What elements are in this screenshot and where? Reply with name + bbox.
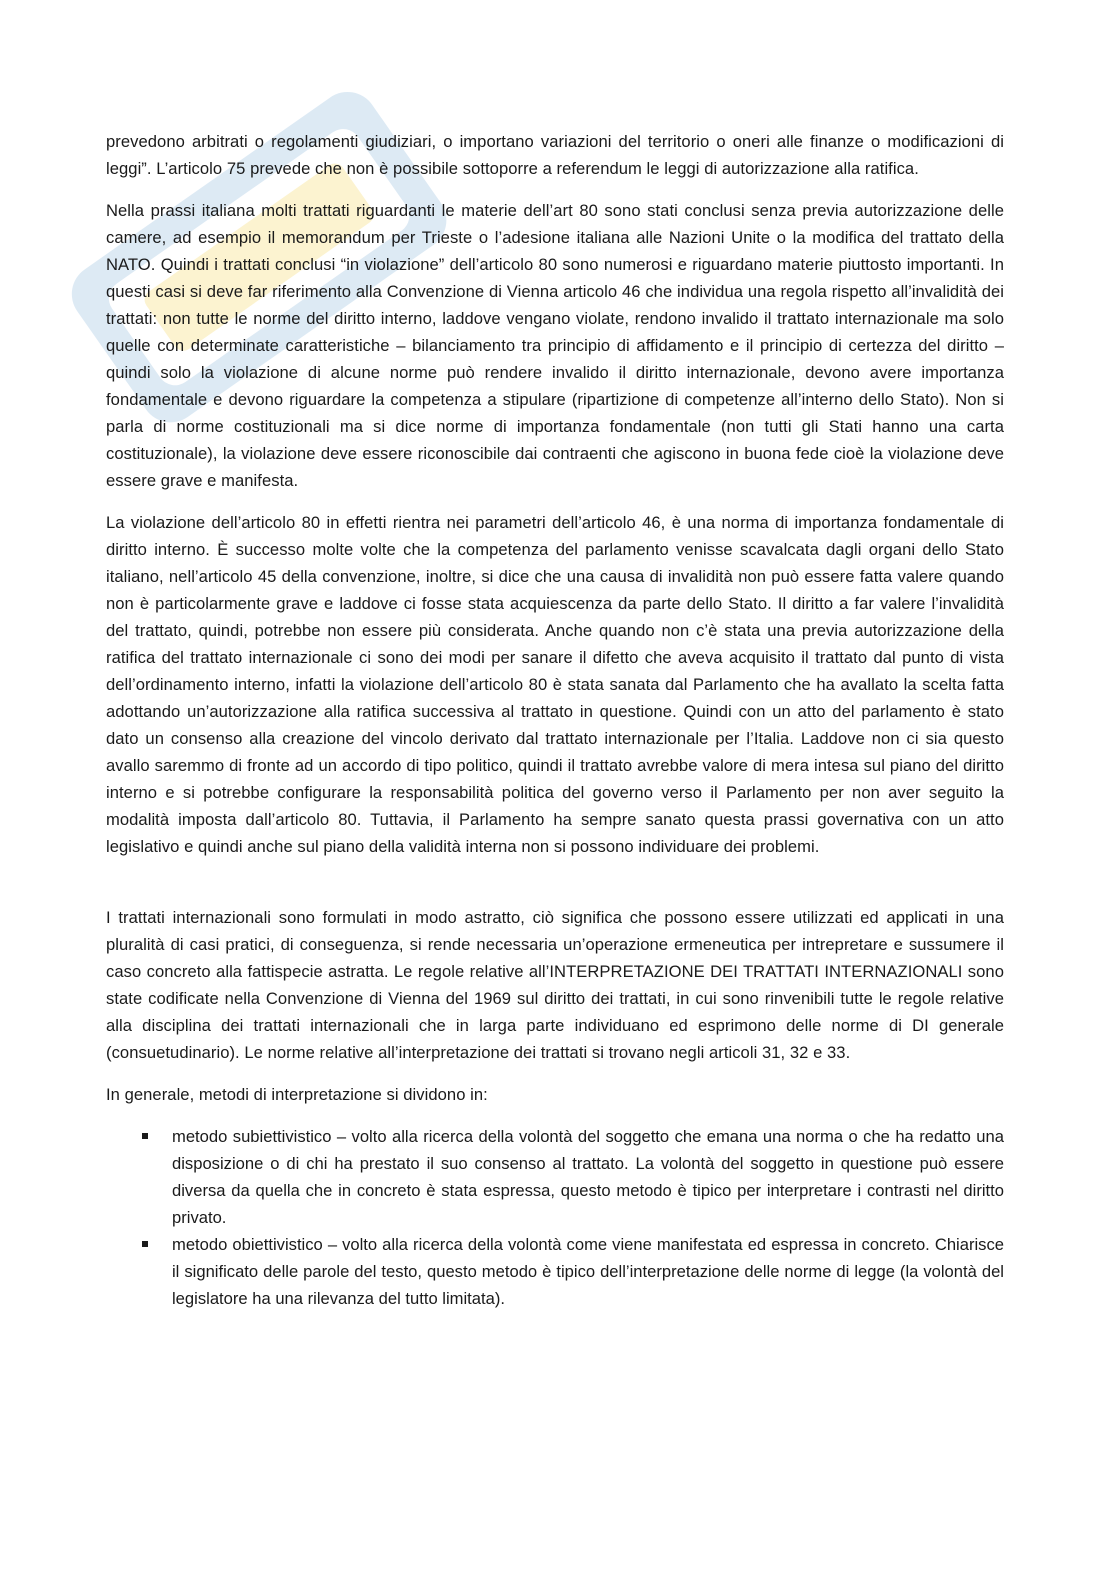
list-item	[172, 1231, 1004, 1312]
document-page	[106, 128, 1004, 1312]
paragraph-4: I trattati internazionali sono formulati in modo astratto, ciò significa che possono essere utilizzati ed applicati in una pluralità di casi pratici, di conseguenza, si rende necessaria un’operazione ermeneutica per intrepretare e sussumere il caso concreto alla fattispecie astratta. Le regole relative all’INTERPRETAZIONE DEI TRATTATI INTERNAZIONALI sono state codificate nella Convenzione di Vienna del 1969 sul diritto dei trattati, in cui sono rinvenibili tutte le regole relative alla disciplina dei trattati internazionali che in larga parte individuano ed esprimono delle norme di DI generale (consuetudinario). Le norme relative all’interpretazione dei trattati si trovano negli articoli 31, 32 e 33.	[106, 908, 1004, 1062]
paragraph-5: In generale, metodi di interpretazione si dividono in:	[106, 1085, 488, 1104]
paragraph-1: prevedono arbitrati o regolamenti giudiziari, o importano variazioni del territorio o oneri alle finanze o modificazioni di leggi”. L’articolo 75 prevede che non è possibile sottoporre a referendum le leggi di autorizzazione alla ratifica.	[106, 132, 1004, 178]
list-item	[172, 1123, 1004, 1231]
square-bullet-icon	[142, 1133, 148, 1139]
paragraph-3: La violazione dell’articolo 80 in effetti rientra nei parametri dell’articolo 46, è una norma di importanza fondamentale di diritto interno. È successo molte volte che la competenza del parlamento venisse scavalcata dagli organi dello Stato italiano, nell’articolo 45 della convenzione, inoltre, si dice che una causa di invalidità non può essere fatta valere quando non è particolarmente grave e laddove ci fosse stata acquiescenza da parte dello Stato. Il diritto a far valere l’invalidità del trattato, quindi, potrebbe non essere più considerata. Anche quando non c’è stata una previa autorizzazione della ratifica del trattato internazionale ci sono dei modi per sanare il difetto che aveva acquisito il trattato dal punto di vista dell’ordinamento interno, infatti la violazione dell’articolo 80 è stata sanata dal Parlamento che ha avallato la scelta fatta adottando un’autorizzazione alla ratifica successiva al trattato in questione. Quindi con un atto del parlamento è stato dato un consenso alla creazione del vincolo derivato dal trattato internazionale per l’Italia. Laddove non ci sia questo avallo saremmo di fronte ad un accordo di tipo politico, quindi il trattato avrebbe valore di mera intesa sul piano del diritto interno e si potrebbe configurare la responsabilità politica del governo verso il Parlamento per non aver seguito la modalità imposta dall’articolo 80. Tuttavia, il Parlamento ha sempre sanato questa prassi governativa con un atto legislativo e quindi anche sul piano della validità interna non si possono individuare dei problemi.	[106, 513, 1004, 856]
square-bullet-icon	[142, 1241, 148, 1247]
list-item-text: metodo subiettivistico – volto alla ricerca della volontà del soggetto che emana una norma o che ha redatto una disposizione o di chi ha prestato il suo consenso al trattato. La volontà del soggetto in questione può essere diversa da quella che in concreto è stata espressa, questo metodo è tipico per interpretare i contrasti nel diritto privato.	[172, 1127, 1004, 1227]
bullet-list	[106, 1123, 1004, 1312]
list-item-text: metodo obiettivistico – volto alla ricerca della volontà come viene manifestata ed espressa in concreto. Chiarisce il significato delle parole del testo, questo metodo è tipico dell’interpretazione delle norme di legge (la volontà del legislatore ha una rilevanza del tutto limitata).	[172, 1235, 1004, 1308]
paragraph-2: Nella prassi italiana molti trattati riguardanti le materie dell’art 80 sono stati conclusi senza previa autorizzazione delle camere, ad esempio il memorandum per Trieste o l’adesione italiana alle Nazioni Unite o la modifica del trattato della NATO. Quindi i trattati conclusi “in violazione” dell’articolo 80 sono numerosi e riguardano materie piuttosto importanti. In questi casi si deve far riferimento alla Convenzione di Vienna articolo 46 che individua una regola rispetto all’invalidità dei trattati: non tutte le norme del diritto interno, laddove vengano violate, rendono invalido il trattato internazionale ma solo quelle con determinate caratteristiche – bilanciamento tra principio di affidamento e il principio di certezza del diritto – quindi solo la violazione di alcune norme può rendere invalido il diritto internazionale, devono avere importanza fondamentale e devono riguardare la competenza a stipulare (ripartizione di competenze all’interno dello Stato). Non si parla di norme costituzionali ma si dice norme di importanza fondamentale (non tutti gli Stati hanno una carta costituzionale), la violazione deve essere riconoscibile dai contraenti che agiscono in buona fede cioè la violazione deve essere grave e manifesta.	[106, 201, 1004, 490]
